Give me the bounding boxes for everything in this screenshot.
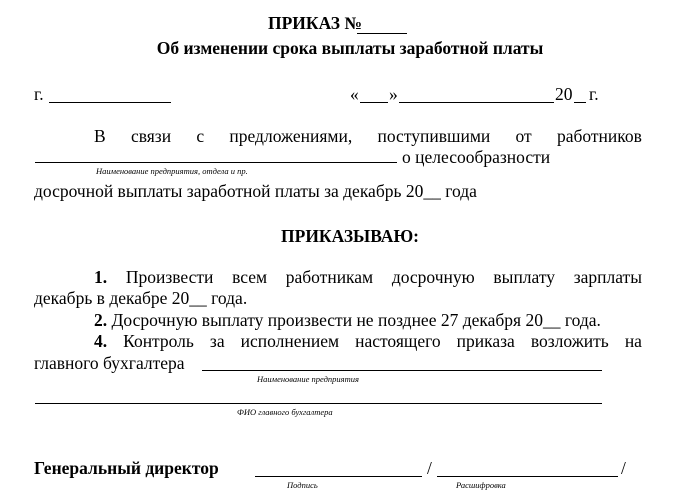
- accountant-org-caption: Наименование предприятия: [257, 374, 359, 384]
- item-4-word: возложить: [530, 331, 609, 351]
- date-year-blank: [574, 102, 586, 103]
- order-title-prefix: ПРИКАЗ №: [268, 13, 363, 33]
- order-word: ПРИКАЗЫВАЮ:: [281, 226, 419, 246]
- intro-word: связи: [130, 126, 172, 146]
- item-4-number: 4.: [94, 331, 108, 351]
- date-day-blank: [360, 102, 388, 103]
- org-name-caption: Наименование предприятия, отдела и пр.: [96, 166, 248, 176]
- date-quote-close: »: [389, 84, 398, 104]
- date-year-prefix: 20: [555, 84, 573, 104]
- decode-blank: [437, 476, 618, 477]
- item-4-line-1: [94, 331, 642, 351]
- signature-caption: Подпись: [287, 480, 318, 490]
- intro-word: с: [196, 126, 205, 146]
- item-2-text: Досрочную выплату произвести не позднее 27 декабря 20__ года.: [111, 310, 601, 330]
- decode-caption: Расшифровка: [456, 480, 506, 490]
- intro-word: поступившими: [377, 126, 491, 146]
- signature-slash-left: /: [427, 458, 432, 478]
- signature-blank: [255, 476, 422, 477]
- org-name-blank: [35, 162, 397, 163]
- order-subtitle: Об изменении срока выплаты заработной платы: [156, 38, 544, 58]
- item-1-word: работникам: [285, 267, 374, 287]
- accountant-org-blank: [202, 370, 602, 371]
- item-1-line-2: декабрь в декабре 20__ года.: [34, 288, 248, 308]
- item-4-word: на: [624, 331, 642, 351]
- signature-slash-right: /: [621, 458, 626, 478]
- order-title: [268, 13, 362, 33]
- item-1-word: зарплаты: [573, 267, 642, 287]
- accountant-fio-blank: [35, 403, 602, 404]
- item-1-word: всем: [232, 267, 268, 287]
- date-month-blank: [399, 102, 554, 103]
- item-4-word: Контроль: [123, 331, 194, 351]
- item-1-word: выплату: [493, 267, 556, 287]
- intro-line-3: досрочной выплаты заработной платы за декабрь 20__ года: [34, 181, 477, 201]
- item-4-word: за: [209, 331, 225, 351]
- intro-word: предложениями,: [229, 126, 353, 146]
- intro-word: В: [94, 126, 106, 146]
- intro-word: работников: [556, 126, 642, 146]
- date-quote-open: «: [350, 84, 359, 104]
- city-prefix: г.: [34, 84, 44, 104]
- item-1-word: Произвести: [125, 267, 214, 287]
- item-1-word: досрочную: [391, 267, 475, 287]
- item-4-word: приказа: [456, 331, 515, 351]
- item-4-word: исполнением: [240, 331, 340, 351]
- intro-word: от: [515, 126, 532, 146]
- date-year-suffix: г.: [589, 84, 599, 104]
- city-blank: [49, 102, 171, 103]
- item-2-number: 2.: [94, 310, 108, 330]
- intro-line-2-tail: о целесообразности: [402, 147, 551, 167]
- item-4-line-2: главного бухгалтера: [34, 353, 185, 373]
- intro-line-1: [94, 126, 642, 146]
- item-2: [94, 310, 601, 330]
- director-position: Генеральный директор: [34, 458, 219, 478]
- item-4-word: настоящего: [355, 331, 441, 351]
- accountant-fio-caption: ФИО главного бухгалтера: [237, 407, 333, 417]
- order-number-blank: [357, 33, 407, 34]
- item-1-line-1: [94, 267, 642, 287]
- item-1-number: 1.: [94, 267, 108, 287]
